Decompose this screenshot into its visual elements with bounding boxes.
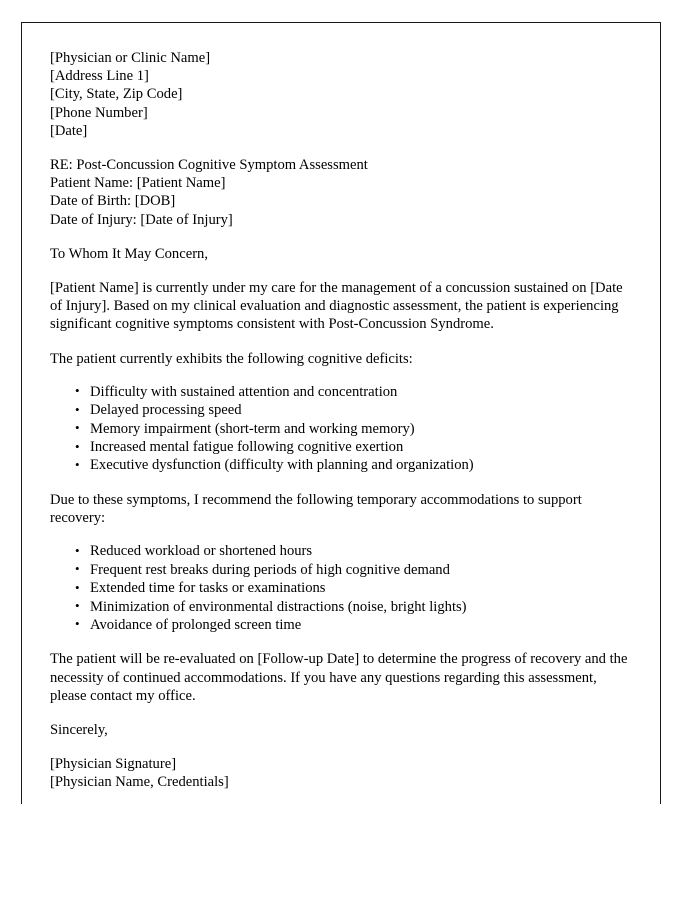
spacer bbox=[50, 705, 636, 721]
reference-line-subject: RE: Post-Concussion Cognitive Symptom Assessment bbox=[50, 157, 368, 174]
list-item: • Delayed processing speed bbox=[90, 401, 636, 419]
signature-block bbox=[50, 755, 636, 791]
spacer bbox=[50, 368, 636, 383]
signature-line-physician-signature: [Physician Signature] bbox=[50, 756, 177, 773]
spacer bbox=[50, 739, 636, 755]
intro-paragraph: [Patient Name] is currently under my care for the management of a concussion sustained on [Date of Injury]. Based on my clinical evaluation and diagnostic assessment, the patient is experiencing significant cognitive symptoms consistent with Post-Concussion Syndrome. bbox=[50, 280, 623, 333]
deficits-intro-paragraph: The patient currently exhibits the following cognitive deficits: bbox=[50, 350, 413, 367]
list-item: • Extended time for tasks or examinations bbox=[90, 579, 636, 597]
document-content bbox=[50, 49, 636, 792]
list-item: • Executive dysfunction (difficulty with planning and organization) bbox=[90, 456, 636, 474]
signature-line-physician-name-credentials: [Physician Name, Credentials] bbox=[50, 774, 229, 791]
reference-line-date-of-birth: Date of Birth: [DOB] bbox=[50, 193, 176, 210]
spacer bbox=[50, 334, 636, 350]
accommodations-intro-paragraph: Due to these symptoms, I recommend the following temporary accommodations to support recovery: bbox=[50, 491, 582, 527]
list-item: • Avoidance of prolonged screen time bbox=[90, 616, 636, 634]
list-item: • Memory impairment (short-term and working memory) bbox=[90, 420, 636, 438]
accommodations-list bbox=[50, 542, 636, 634]
letterhead-line-city-state-zip: [City, State, Zip Code] bbox=[50, 86, 183, 103]
closing-paragraph: The patient will be re-evaluated on [Follow-up Date] to determine the progress of recovery and the necessity of continued accommodations. If you have any questions regarding this assessment, please contact my office. bbox=[50, 651, 628, 704]
spacer bbox=[50, 527, 636, 542]
cognitive-deficits-list bbox=[50, 383, 636, 475]
spacer bbox=[50, 475, 636, 491]
list-item: • Frequent rest breaks during periods of high cognitive demand bbox=[90, 561, 636, 579]
list-item: • Difficulty with sustained attention and concentration bbox=[90, 383, 636, 401]
document-page bbox=[21, 22, 661, 804]
spacer bbox=[50, 140, 636, 156]
salutation: To Whom It May Concern, bbox=[50, 245, 208, 262]
spacer bbox=[50, 229, 636, 245]
list-item: • Increased mental fatigue following cognitive exertion bbox=[90, 438, 636, 456]
reference-block bbox=[50, 156, 636, 229]
reference-line-patient-name: Patient Name: [Patient Name] bbox=[50, 175, 226, 192]
reference-line-date-of-injury: Date of Injury: [Date of Injury] bbox=[50, 211, 233, 228]
letterhead-line-clinic-name: [Physician or Clinic Name] bbox=[50, 50, 211, 66]
list-item: • Minimization of environmental distractions (noise, bright lights) bbox=[90, 598, 636, 616]
letterhead-line-phone: [Phone Number] bbox=[50, 104, 148, 121]
spacer bbox=[50, 634, 636, 650]
valediction: Sincerely, bbox=[50, 721, 108, 738]
letterhead-block bbox=[50, 49, 636, 140]
letterhead-line-address: [Address Line 1] bbox=[50, 68, 149, 85]
letterhead-line-date: [Date] bbox=[50, 122, 88, 139]
list-item: • Reduced workload or shortened hours bbox=[90, 542, 636, 560]
spacer bbox=[50, 263, 636, 279]
